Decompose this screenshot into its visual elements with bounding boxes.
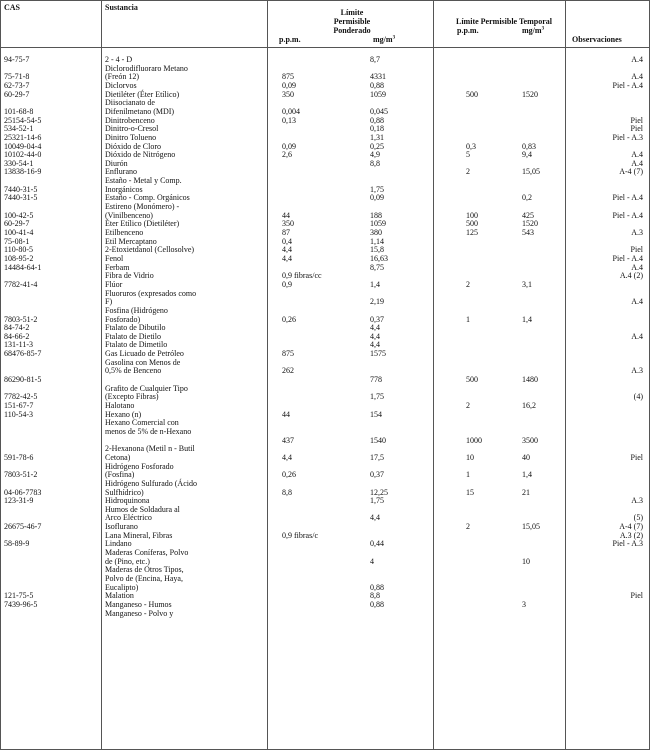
cell-twa-ppm: 262 <box>282 366 294 376</box>
cell-name: Cetona) <box>105 452 131 462</box>
header-stel: Límite Permisible Temporal <box>456 17 552 26</box>
cell-name: Lindano <box>105 539 132 549</box>
cell-obs: Piel - A.3 <box>612 132 643 142</box>
cell-name: Fosfina (Hidrógeno <box>105 305 168 315</box>
cell-name: 2 - 4 - D <box>105 55 133 64</box>
cell-obs: Piel <box>630 452 643 462</box>
cell-cas: 68476-85-7 <box>4 349 42 359</box>
cell-name: Ftalato de Dietilo <box>105 331 161 341</box>
cell-twa-ppm: 87 <box>282 228 290 237</box>
cell-cas: 62-73-7 <box>4 80 30 90</box>
cell-obs: A.3 <box>631 496 643 506</box>
cell-twa-mg: 0,18 <box>370 124 384 134</box>
cell-name: Fenol <box>105 253 124 263</box>
cell-twa-ppm: 350 <box>282 219 294 229</box>
cell-stel-ppm: 2 <box>466 522 470 532</box>
cell-cas: 7782-41-4 <box>4 279 38 289</box>
cell-obs: A.4 <box>631 158 643 168</box>
cell-twa-ppm: 44 <box>282 409 290 419</box>
cell-stel-mg: 1520 <box>522 219 538 229</box>
cell-name: Diurón <box>105 158 128 168</box>
cell-twa-mg: 0,88 <box>370 80 384 90</box>
cell-twa-ppm: 0,9 fibras/cc <box>282 271 322 281</box>
cell-twa-mg: 0,09 <box>370 193 384 203</box>
cell-cas: 7440-31-5 <box>4 193 38 203</box>
cell-cas: 04-06-7783 <box>4 487 42 497</box>
cell-name: Difenilmetano (MDI) <box>105 106 175 116</box>
cell-name: Grafito de Cualquier Tipo <box>105 383 188 393</box>
cell-name: 0,5% de Benceno <box>105 366 162 376</box>
cell-twa-mg: 1,14 <box>370 236 384 246</box>
cell-name: Flúor <box>105 279 123 289</box>
cell-name: Hidrógeno Sulfurado (Ácido <box>105 478 197 488</box>
cell-name: Maderas Coníferas, Polvo <box>105 548 189 558</box>
cell-stel-mg: 543 <box>522 228 534 237</box>
cell-name: Dinitro Tolueno <box>105 132 157 142</box>
header-twa-mg: $mg/m^3$ <box>373 35 396 44</box>
cell-cas: 25321-14-6 <box>4 132 42 142</box>
cell-twa-mg: 1059 <box>370 89 386 99</box>
cell-stel-ppm: 2 <box>466 167 470 177</box>
cell-stel-mg: 1480 <box>522 375 538 385</box>
cell-obs: Piel <box>630 245 643 255</box>
cell-obs: Piel - A.4 <box>612 80 643 90</box>
cell-stel-mg: 15,05 <box>522 167 540 177</box>
cell-obs: A.4 <box>631 150 643 160</box>
cell-name: Enflurano <box>105 167 137 177</box>
cell-name: Dinitrobenceno <box>105 115 155 125</box>
cell-name: (Excepto Fibras) <box>105 392 159 402</box>
cell-cas: 94-75-7 <box>4 55 30 64</box>
cell-twa-mg: 1,75 <box>370 184 384 194</box>
cell-stel-ppm: 500 <box>466 375 478 385</box>
cell-cas: 60-29-7 <box>4 219 30 229</box>
cell-stel-ppm: 1 <box>466 314 470 324</box>
cell-cas: 100-41-4 <box>4 228 34 237</box>
header-stel-ppm: p.p.m. <box>457 26 479 35</box>
cell-cas: 110-80-5 <box>4 245 34 255</box>
cell-twa-mg: 188 <box>370 210 382 220</box>
cell-twa-mg: 4,4 <box>370 340 380 350</box>
cell-twa-ppm: 0,09 <box>282 80 296 90</box>
cell-twa-ppm: 0,9 <box>282 279 292 289</box>
cell-cas: 14484-64-1 <box>4 262 42 272</box>
cell-twa-mg: 154 <box>370 409 382 419</box>
header-substance: Sustancia <box>105 3 138 12</box>
cell-twa-ppm: 8,8 <box>282 487 292 497</box>
cell-obs: Piel - A.4 <box>612 210 643 220</box>
cell-twa-mg: 2,19 <box>370 297 384 307</box>
cell-cas: 84-74-2 <box>4 323 30 333</box>
cell-stel-mg: 9,4 <box>522 150 532 160</box>
cell-cas: 7439-96-5 <box>4 599 38 609</box>
cell-twa-mg: 8,8 <box>370 158 380 168</box>
cell-name: Etil Mercaptano <box>105 236 157 246</box>
cell-stel-mg: 21 <box>522 487 530 497</box>
cell-twa-mg: 0,88 <box>370 115 384 125</box>
cell-cas: 110-54-3 <box>4 409 34 419</box>
cell-stel-ppm: 2 <box>466 401 470 410</box>
cell-obs: (4) <box>633 392 643 402</box>
cell-name: Estireno (Monómero) - <box>105 202 180 212</box>
cell-cas: 60-29-7 <box>4 89 30 99</box>
cell-obs: (5) <box>633 513 643 523</box>
cell-stel-mg: 40 <box>522 452 530 462</box>
cell-cas: 591-78-6 <box>4 452 34 462</box>
cell-name: de (Pino, etc.) <box>105 556 150 566</box>
cell-cas: 108-95-2 <box>4 253 34 263</box>
left-border <box>0 0 1 750</box>
cell-stel-ppm: 2 <box>466 279 470 289</box>
cell-twa-mg: 17,5 <box>370 452 384 462</box>
cell-name: Malation <box>105 591 134 601</box>
cell-name: Eucalipto) <box>105 582 139 592</box>
cell-name: Manganeso - Polvo y <box>105 608 174 618</box>
header-cas: CAS <box>4 3 21 12</box>
cell-cas: 7803-51-2 <box>4 470 38 480</box>
cell-obs: Piel <box>630 115 643 125</box>
cell-name: Fluoruros (expresados como <box>105 288 197 298</box>
cell-twa-mg: 8,8 <box>370 591 380 601</box>
cell-twa-ppm: 0,9 fibras/c <box>282 530 318 540</box>
cell-twa-ppm: 4,4 <box>282 253 292 263</box>
cell-name: Fosforado) <box>105 314 141 324</box>
cell-twa-mg: 8,7 <box>370 55 380 64</box>
cell-twa-mg: 0,045 <box>370 106 388 116</box>
cell-twa-mg: 0,37 <box>370 314 384 324</box>
cell-obs: Piel - A.3 <box>612 539 643 549</box>
cell-cas: 7440-31-5 <box>4 184 38 194</box>
cell-twa-mg: 1575 <box>370 349 386 359</box>
cell-twa-ppm: 875 <box>282 72 294 82</box>
cell-obs: Piel <box>630 591 643 601</box>
cell-name: (Fosfina) <box>105 470 135 480</box>
cell-twa-mg: 4,4 <box>370 323 380 333</box>
cell-stel-ppm: 10 <box>466 452 474 462</box>
cell-twa-mg: 1,4 <box>370 279 380 289</box>
cell-twa-ppm: 0,26 <box>282 470 296 480</box>
cell-name: Estaño - Metal y Comp. <box>105 176 182 186</box>
cell-stel-ppm: 15 <box>466 487 474 497</box>
cell-cas: 86290-81-5 <box>4 375 42 385</box>
cell-stel-mg: 1,4 <box>522 314 532 324</box>
cell-stel-mg: 425 <box>522 210 534 220</box>
cell-name: Maderas de Otros Tipos, <box>105 565 184 575</box>
cell-name: Diisocianato de <box>105 98 155 108</box>
cell-name: F) <box>105 297 113 307</box>
col-divider-1 <box>101 0 102 750</box>
cell-stel-mg: 3 <box>522 599 526 609</box>
cell-twa-mg: 12,25 <box>370 487 388 497</box>
cell-name: Diclorodifluoraro Metano <box>105 63 188 73</box>
cell-name: Hexano (n) <box>105 409 142 419</box>
cell-twa-ppm: 4,4 <box>282 245 292 255</box>
cell-cas: 100-42-5 <box>4 210 34 220</box>
cell-twa-mg: 1540 <box>370 435 386 445</box>
cell-name: Sulfhídrico) <box>105 487 144 497</box>
cell-twa-ppm: 0,004 <box>282 106 300 116</box>
cell-twa-ppm: 350 <box>282 89 294 99</box>
cell-obs: A-4 (7) <box>619 522 643 532</box>
cell-stel-mg: 3500 <box>522 435 538 445</box>
cell-name: Arco Eléctrico <box>105 513 152 523</box>
cell-twa-mg: 1,75 <box>370 392 384 402</box>
cell-name: (Vinilbenceno) <box>105 210 153 220</box>
cell-twa-ppm: 4,4 <box>282 452 292 462</box>
cell-cas: 58-89-9 <box>4 539 30 549</box>
cell-obs: A.4 <box>631 262 643 272</box>
cell-stel-mg: 0,2 <box>522 193 532 203</box>
cell-obs: Piel <box>630 124 643 134</box>
cell-stel-ppm: 500 <box>466 89 478 99</box>
cell-twa-mg: 0,37 <box>370 470 384 480</box>
cell-name: Gas Licuado de Petróleo <box>105 349 184 359</box>
cell-cas: 121-75-5 <box>4 591 34 601</box>
cell-obs: Piel - A.4 <box>612 193 643 203</box>
cell-stel-mg: 3,1 <box>522 279 532 289</box>
cell-name: menos de 5% de n-Hexano <box>105 426 192 436</box>
cell-twa-mg: 8,75 <box>370 262 384 272</box>
cell-twa-mg: 16,63 <box>370 253 388 263</box>
cell-twa-mg: 4,4 <box>370 331 380 341</box>
cell-obs: A.4 <box>631 297 643 307</box>
cell-twa-ppm: 0,4 <box>282 236 292 246</box>
cell-name: Diclorvos <box>105 80 137 90</box>
cell-name: Inorgánicos <box>105 184 143 194</box>
cell-twa-mg: 0,25 <box>370 141 384 151</box>
cell-cas: 7803-51-2 <box>4 314 38 324</box>
cell-obs: A.4 <box>631 55 643 64</box>
cell-name: Isoflurano <box>105 522 138 532</box>
cell-stel-mg: 0,83 <box>522 141 536 151</box>
cell-obs: A-4 (7) <box>619 167 643 177</box>
cell-stel-ppm: 500 <box>466 219 478 229</box>
cell-obs: Piel - A.4 <box>612 253 643 263</box>
cell-name: Dinitro-o-Cresol <box>105 124 159 134</box>
cell-cas: 534-52-1 <box>4 124 34 134</box>
header-twa-ppm: p.p.m. <box>279 35 301 44</box>
cell-twa-mg: 0,88 <box>370 582 384 592</box>
cell-twa-mg: 0,88 <box>370 599 384 609</box>
cell-twa-mg: 1,75 <box>370 496 384 506</box>
cell-name: Gasolina con Menos de <box>105 357 181 367</box>
cell-twa-mg: 0,44 <box>370 539 384 549</box>
cell-twa-ppm: 0,26 <box>282 314 296 324</box>
cell-twa-mg: 4331 <box>370 72 386 82</box>
cell-cas: 84-66-2 <box>4 331 30 341</box>
cell-twa-ppm: 2,6 <box>282 150 292 160</box>
cell-cas: 330-54-1 <box>4 158 34 168</box>
cell-obs: A.4 (2) <box>619 271 643 281</box>
cell-cas: 10049-04-4 <box>4 141 42 151</box>
cell-stel-mg: 1520 <box>522 89 538 99</box>
cell-name: 2-Etoxietdanol (Cellosolve) <box>105 245 195 255</box>
cell-name: Estaño - Comp. Orgánicos <box>105 193 190 203</box>
cell-twa-mg: 380 <box>370 228 382 237</box>
cell-cas: 101-68-8 <box>4 106 34 116</box>
cell-name: (Freón 12) <box>105 72 139 82</box>
cell-name: Dióxido de Nitrógeno <box>105 150 176 160</box>
cell-cas: 25154-54-5 <box>4 115 42 125</box>
header-twa: Límite Permisible Ponderado <box>333 8 371 35</box>
cell-twa-ppm: 0,09 <box>282 141 296 151</box>
cell-name: Hidroquinona <box>105 496 150 506</box>
cell-cas: 75-08-1 <box>4 236 30 246</box>
cell-obs: A.4 <box>631 331 643 341</box>
cell-twa-ppm: 875 <box>282 349 294 359</box>
cell-cas: 75-71-8 <box>4 72 30 82</box>
cell-obs: A.3 <box>631 228 643 237</box>
cell-name: Humos de Soldadura al <box>105 504 180 514</box>
cell-twa-mg: 4,9 <box>370 150 380 160</box>
cell-name: Polvo de (Encina, Haya, <box>105 574 183 583</box>
header-observations: Observaciones <box>572 35 622 44</box>
cell-stel-ppm: 1000 <box>466 435 482 445</box>
cell-name: Ftalato de Dimetilo <box>105 340 168 350</box>
cell-stel-ppm: 125 <box>466 228 478 237</box>
cell-name: Manganeso - Humos <box>105 599 172 609</box>
top-border <box>0 0 650 1</box>
cell-stel-mg: 1,4 <box>522 470 532 480</box>
cell-name: Hidrógeno Fosforado <box>105 461 174 471</box>
cell-stel-mg: 15,05 <box>522 522 540 532</box>
cell-stel-ppm: 0,3 <box>466 141 476 151</box>
cell-twa-mg: 1,31 <box>370 132 384 142</box>
cell-stel-mg: 16,2 <box>522 401 536 410</box>
cell-cas: 26675-46-7 <box>4 522 42 532</box>
cell-stel-ppm: 5 <box>466 150 470 160</box>
cell-name: Fibra de Vidrio <box>105 271 154 281</box>
cell-name: 2-Hexanona (Metil n - Butil <box>105 444 195 454</box>
cell-stel-ppm: 100 <box>466 210 478 220</box>
cell-twa-mg: 778 <box>370 375 382 385</box>
cell-name: Lana Mineral, Fibras <box>105 530 173 540</box>
cell-name: Hexano Comercial con <box>105 418 179 428</box>
cell-obs: A.3 <box>631 366 643 376</box>
cell-cas: 13838-16-9 <box>4 167 42 177</box>
cell-twa-mg: 15,8 <box>370 245 384 255</box>
col-divider-3 <box>433 0 434 750</box>
col-divider-2 <box>267 0 268 750</box>
cell-stel-mg: 10 <box>522 556 530 566</box>
cell-stel-ppm: 1 <box>466 470 470 480</box>
header-stel-mg: $mg/m^3$ <box>522 26 545 35</box>
cell-cas: 131-11-3 <box>4 340 34 350</box>
cell-twa-ppm: 0,13 <box>282 115 296 125</box>
cell-name: Halotano <box>105 401 135 410</box>
cell-obs: A.4 <box>631 72 643 82</box>
cell-name: Éter Etílico (Dietiléter) <box>105 219 180 229</box>
cell-obs: A.3 (2) <box>619 530 643 540</box>
cell-cas: 7782-42-5 <box>4 392 38 402</box>
cell-name: Ferbam <box>105 262 130 272</box>
cell-cas: 151-67-7 <box>4 401 34 410</box>
cell-cas: 10102-44-0 <box>4 150 42 160</box>
cell-twa-ppm: 437 <box>282 435 294 445</box>
cell-twa-mg: 4,4 <box>370 513 380 523</box>
cell-name: Etilbenceno <box>105 228 144 237</box>
cell-name: Dietiléter (Éter Etílico) <box>105 89 180 99</box>
header-divider <box>0 47 650 48</box>
cell-name: Dióxido de Cloro <box>105 141 161 151</box>
cell-twa-mg: 1059 <box>370 219 386 229</box>
cell-cas: 123-31-9 <box>4 496 34 506</box>
cell-twa-mg: 4 <box>370 556 374 566</box>
cell-name: Ftalato de Dibutilo <box>105 323 166 333</box>
cell-twa-ppm: 44 <box>282 210 290 220</box>
